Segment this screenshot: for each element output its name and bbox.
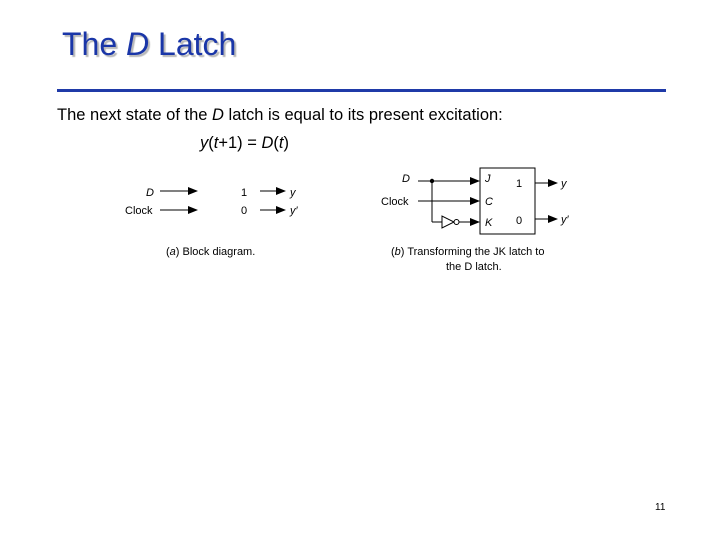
- diagram-a-input-d: D: [146, 187, 154, 199]
- diagram-a-clock-arrow: [188, 206, 198, 214]
- diagram-a-out-y-prime: y′: [290, 205, 298, 217]
- diagram-b-clock-arrow: [470, 197, 480, 205]
- eq-equals: =: [242, 134, 262, 152]
- diagram-b-caption-line2: the D latch.: [446, 261, 502, 273]
- diagram-b-caption-letter: b: [394, 246, 401, 258]
- diagram-a-caption-letter: a: [169, 246, 176, 258]
- eq-rhs-var: t: [278, 134, 284, 152]
- title-prefix: The: [62, 26, 127, 62]
- diagram-a-input-clock: Clock: [125, 205, 153, 217]
- diagram-b-out-bottom-value: 0: [516, 215, 523, 227]
- diagram-b: [381, 168, 570, 273]
- diagram-a-caption: (a) Block diagram.: [166, 246, 256, 258]
- eq-rhs-func: D: [261, 134, 274, 152]
- eq-lhs-var: t: [213, 134, 219, 152]
- page-number: 11: [655, 502, 666, 513]
- diagram-a-caption-text: Block diagram.: [179, 246, 256, 258]
- diagram-a: [125, 180, 299, 258]
- diagram-b-y-arrow: [548, 179, 558, 187]
- diagram-a-out-bottom-value: 0: [241, 205, 248, 217]
- diagram-b-out-y-prime: y′: [561, 214, 569, 226]
- body-suffix: latch is equal to its present excitation:: [223, 106, 503, 124]
- eq-lhs-func: y: [200, 134, 209, 152]
- diagram-a-d-arrow: [188, 187, 198, 195]
- diagram-b-inverter-bubble: [454, 220, 459, 225]
- diagram-b-input-clock: Clock: [381, 196, 409, 208]
- diagram-a-box: [198, 180, 260, 220]
- diagram-a-out-y: y: [290, 187, 296, 199]
- diagram-b-out-top-value: 1: [516, 178, 523, 190]
- diagram-b-yp-arrow: [548, 215, 558, 223]
- diagram-b-caption-text1: Transforming the JK latch to: [404, 246, 545, 258]
- diagram-b-pin-k: K: [485, 217, 493, 229]
- eq-lhs-plus: +1: [218, 134, 238, 152]
- diagram-b-pin-c: C: [485, 196, 493, 208]
- diagram-b-caption-line1: (b) Transforming the JK latch to: [391, 246, 545, 258]
- diagram-b-inverter-icon: [442, 216, 454, 228]
- body-italic: D: [212, 106, 224, 124]
- diagram-a-out-top-value: 1: [241, 187, 248, 199]
- diagram-a-yp-arrow: [276, 206, 286, 214]
- diagram-b-pin-j: J: [485, 173, 491, 185]
- title-suffix: Latch: [149, 26, 237, 62]
- diagram-b-out-y: y: [561, 178, 567, 190]
- diagram-b-input-d: D: [402, 173, 410, 185]
- diagram-b-k-arrow: [470, 218, 480, 226]
- diagram-b-d-arrow: [470, 177, 480, 185]
- diagram-a-y-arrow: [276, 187, 286, 195]
- body-prefix: The next state of the: [57, 106, 213, 124]
- title-italic: D: [126, 26, 150, 62]
- equation: y(t+1) = D(t): [200, 134, 289, 152]
